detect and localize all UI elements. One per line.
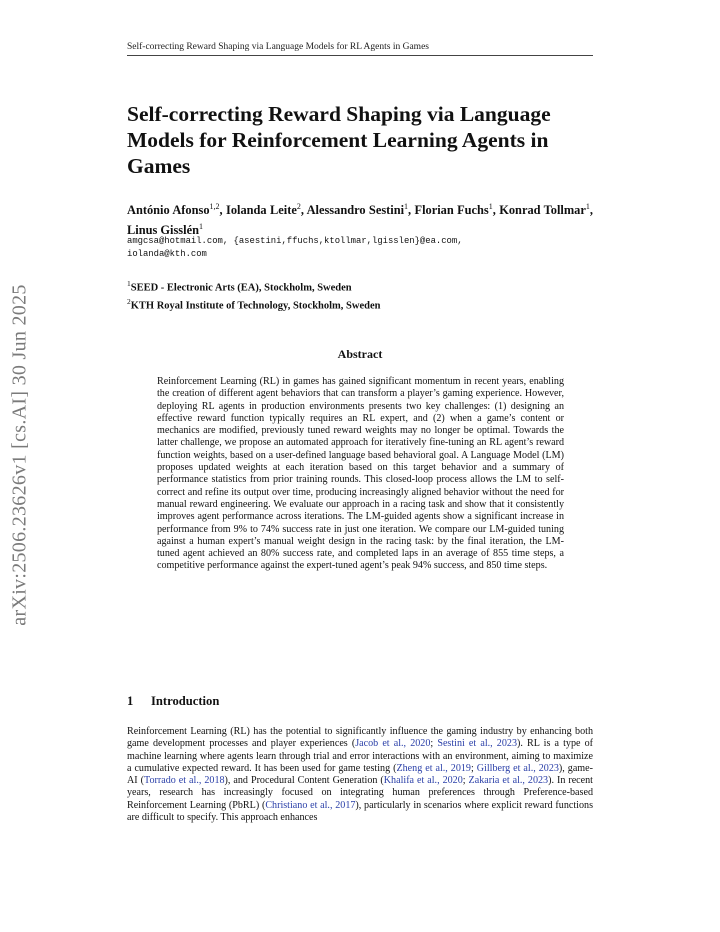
affiliation-text: KTH Royal Institute of Technology, Stockholm, Sweden — [130, 300, 381, 312]
section-heading-introduction — [127, 694, 593, 709]
author-affiliation-mark: 1,2 — [209, 202, 220, 211]
author-affiliation-mark: 2 — [296, 202, 301, 211]
body-text: ), particularly in scenarios where explicit reward functions are difficult to specify. This approach enhances — [127, 799, 593, 824]
introduction-paragraph — [127, 726, 593, 824]
author-affiliation-mark: 1 — [198, 221, 203, 231]
email-line: amgcsa@hotmail.com, {asestini,ffuchs,ktollmar,lgisslen}@ea.com, — [127, 236, 463, 246]
body-text: ), game-AI ( — [127, 762, 593, 787]
citation-link[interactable]: Zakaria et al., 2023 — [468, 775, 549, 787]
citation-link[interactable]: Zheng et al., 2019 — [396, 762, 471, 774]
affiliation-text: SEED - Electronic Arts (EA), Stockholm, Sweden — [130, 282, 352, 294]
body-text: ; — [462, 775, 469, 787]
author-affiliation-mark: 1 — [488, 202, 493, 211]
affiliations — [127, 277, 593, 313]
section-title: Introduction — [151, 694, 220, 708]
author-emails — [127, 235, 597, 261]
abstract-body: Reinforcement Learning (RL) in games has gained significant momentum in recent years, enabling the creation of different agent behaviors that can transform a player’s gaming experience. However, deploying RL agents in production environments presents two key challenges: (1) designing an effective reward function typically requires an RL expert, and (2) when a game’s content or mechanics are modified, previously tuned reward weights may no longer be optimal. Towards the latter challenge, we propose an automated approach for iteratively fine-tuning an RL agent’s reward function weights, based on a user-defined language based behavioral goal. A Language Model (LM) proposes updated weights at each iteration based on this target behavior and a summary of performance statistics from prior training rounds. This closed-loop process allows the LM to self-correct and refine its output over time, producing increasingly aligned behavior without the need for manual reward engineering. We evaluate our approach in a racing task and show that it consistently improves agent performance across iterations. The LM-guided agents show a significant increase in performance from 9% to 74% success rate in just one iteration. We compare our LM-guided tuning against a human expert’s manual weight design in the racing task: by the final iteration, the LM-tuned agent achieved an 80% success rate, and completed laps in an average of 855 time steps, a competitive performance against the expert-tuned agent’s peak 94% success, and 850 time steps. — [157, 376, 564, 572]
body-text: ), and Procedural Content Generation ( — [224, 775, 384, 787]
citation-link[interactable]: Khalifa et al., 2020 — [383, 775, 463, 787]
body-text: ; — [470, 762, 477, 774]
body-text: ). RL is a type of machine learning where agents learn through trial and error interactions with an environment, aiming to maximize a cumulative expected reward. It has been used for game testing ( — [127, 738, 594, 774]
email-line: iolanda@kth.com — [127, 249, 207, 259]
author-name: Konrad Tollmar — [499, 203, 586, 218]
paper-title: Self-correcting Reward Shaping via Language Models for Reinforcement Learning Agents in Games — [127, 102, 551, 178]
citation-link[interactable]: Sestini et al., 2023 — [437, 738, 517, 750]
running-head: Self-correcting Reward Shaping via Language Models for RL Agents in Games — [127, 42, 593, 56]
author-name: Florian Fuchs — [414, 203, 489, 218]
author-affiliation-mark: 1 — [585, 202, 590, 211]
citation-link[interactable]: Torrado et al., 2018 — [144, 775, 225, 787]
affiliation-item — [127, 295, 593, 313]
body-text: Reinforcement Learning (RL) has the potential to significantly influence the gaming industry by enhancing both game development processes and player experiences ( — [127, 726, 593, 750]
abstract-heading: Abstract — [337, 347, 383, 361]
author-name: Linus Gisslén — [127, 222, 199, 237]
citation-link[interactable]: Christiano et al., 2017 — [265, 799, 356, 811]
affiliation-number: 1 — [127, 279, 131, 288]
citation-link[interactable]: Jacob et al., 2020 — [355, 738, 431, 750]
author-name: António Afonso — [127, 203, 210, 218]
author-list: António Afonso$^{1,2}$, Iolanda Leite$^2$, Alessandro Sestini$^1$, Florian Fuchs$^1$, Konrad Tollmar$^1$, Linus Gisslén$^1$ — [127, 202, 593, 237]
author-affiliation-mark: 1 — [404, 202, 409, 211]
section-number: 1 — [127, 694, 134, 708]
author-name: Iolanda Leite — [226, 203, 297, 218]
citation-link[interactable]: Gillberg et al., 2023 — [476, 762, 559, 774]
body-text: ; — [430, 738, 438, 750]
author-name: Alessandro Sestini — [306, 203, 405, 218]
affiliation-number: 2 — [127, 297, 131, 306]
body-text: ). In recent years, research has increasingly focused on integrating human preferences through Preference-based Reinforcement Learning (PbRL) ( — [127, 775, 593, 811]
arxiv-id-text: arXiv:2506.23626v1 [cs.AI] 30 Jun 2025 — [8, 284, 31, 626]
affiliation-item — [127, 277, 593, 295]
